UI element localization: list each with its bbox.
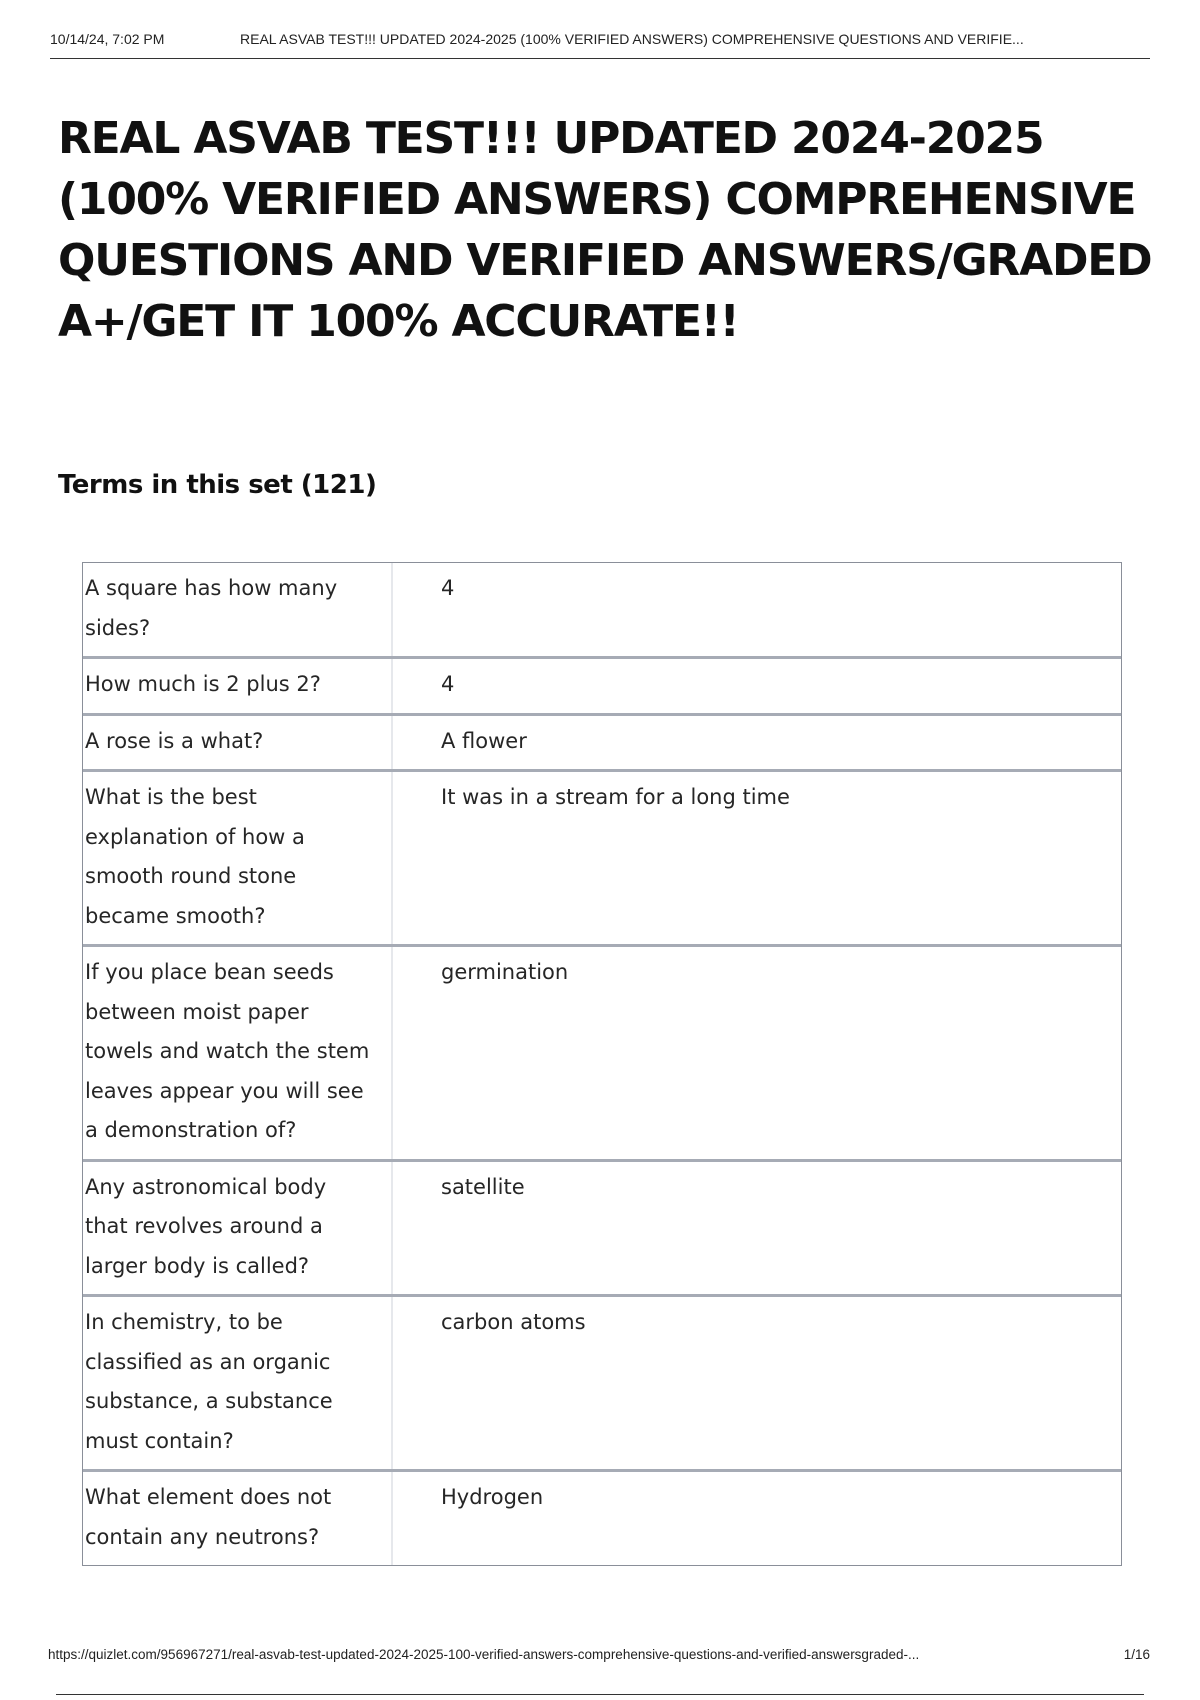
term-question: How much is 2 plus 2? (83, 659, 393, 713)
term-row (83, 947, 1121, 1162)
page-title: REAL ASVAB TEST!!! UPDATED 2024-2025 (100% VERIFIED ANSWERS) COMPREHENSIVE QUESTIONS AND VERIFIED ANSWERS/GRADED A+/GET IT 100% ACCURATE!! (58, 113, 1152, 347)
term-question: What element does not contain any neutrons? (83, 1472, 393, 1565)
term-row (83, 563, 1121, 659)
term-answer: 4 (441, 576, 455, 600)
terms-heading: Terms in this set (121) (58, 470, 377, 500)
term-answer: 4 (441, 672, 455, 696)
term-row (83, 659, 1121, 716)
term-row (83, 716, 1121, 773)
terms-table (82, 562, 1122, 1566)
term-question: A square has how many sides? (83, 563, 393, 656)
term-answer: Hydrogen (441, 1485, 544, 1509)
term-answer: carbon atoms (441, 1310, 586, 1334)
term-question: A rose is a what? (83, 716, 393, 770)
bottom-divider (56, 1694, 1144, 1695)
term-question: What is the best explanation of how a smooth round stone became smooth? (83, 772, 393, 944)
print-url: https://quizlet.com/956967271/real-asvab-test-updated-2024-2025-100-verified-answers-comprehensive-questions-and-verified-answersgraded-... (48, 1647, 920, 1662)
term-row (83, 1162, 1121, 1298)
term-answer: A flower (441, 728, 527, 753)
term-answer: satellite (441, 1174, 525, 1199)
term-row (83, 1297, 1121, 1472)
print-header (50, 30, 1150, 59)
term-question: In chemistry, to be classified as an organic substance, a substance must contain? (83, 1297, 393, 1469)
term-question: Any astronomical body that revolves around a larger body is called? (83, 1162, 393, 1295)
print-date: 10/14/24, 7:02 PM (50, 31, 165, 47)
term-row (83, 1472, 1121, 1566)
term-answer: It was in a stream for a long time (441, 785, 790, 809)
page-number: 1/16 (1123, 1647, 1150, 1662)
print-doc-title: REAL ASVAB TEST!!! UPDATED 2024-2025 (100% VERIFIED ANSWERS) COMPREHENSIVE QUESTIONS AND VERIFIE... (240, 31, 1024, 47)
term-question: If you place bean seeds between moist paper towels and watch the stem leaves appear you will see a demonstration of? (83, 947, 393, 1159)
term-row (83, 772, 1121, 947)
term-answer: germination (441, 960, 569, 984)
